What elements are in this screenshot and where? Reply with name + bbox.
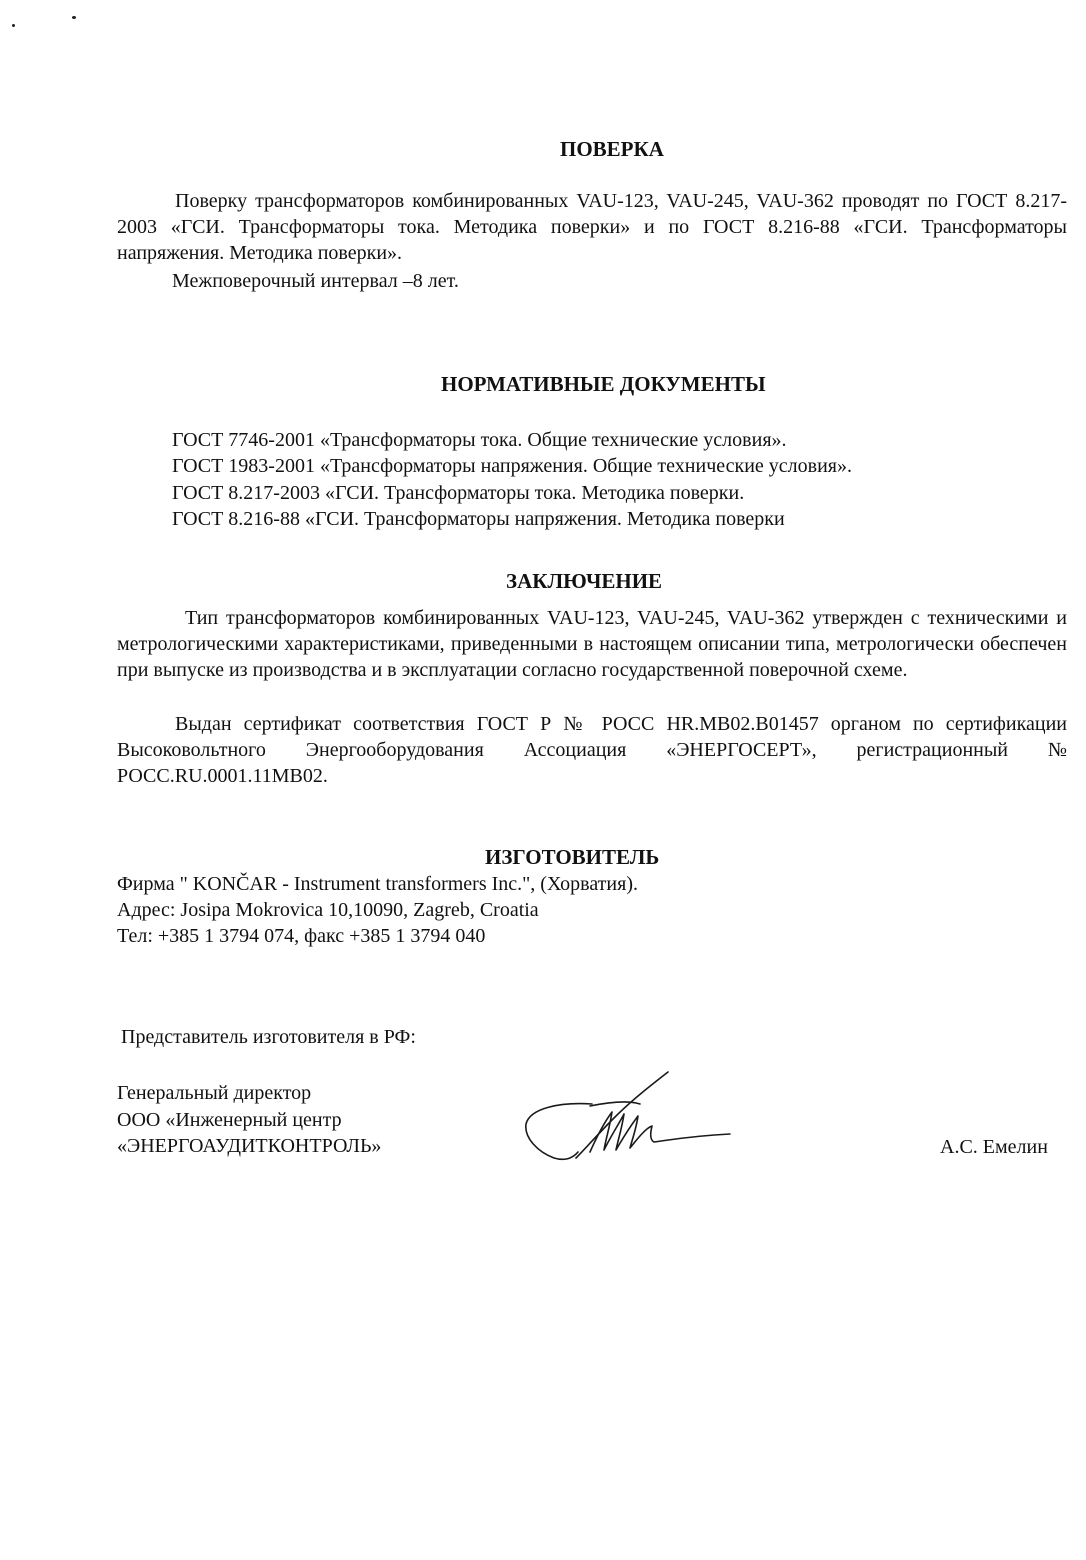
normative-item: ГОСТ 8.217-2003 «ГСИ. Трансформаторы тока. Методика поверки. <box>172 482 745 504</box>
normative-item: ГОСТ 7746-2001 «Трансформаторы тока. Общие технические условия». <box>172 429 787 451</box>
conclusion-paragraph-2: Выдан сертификат соответствия ГОСТ Р № РОСС HR.MB02.B01457 органом по сертификации Высоковольтного Энергооборудования Ассоциация «ЭНЕРГОСЕРТ», регистрационный № РОСС.RU.0001.11MB02. <box>117 713 1067 787</box>
signer-name: А.С. Емелин <box>940 1136 1048 1158</box>
handwritten-signature <box>520 1068 740 1168</box>
scan-speck <box>12 24 15 27</box>
normative-item: ГОСТ 8.216-88 «ГСИ. Трансформаторы напряжения. Методика поверки <box>172 508 785 530</box>
representative-title-line: «ЭНЕРГОАУДИТКОНТРОЛЬ» <box>117 1135 382 1157</box>
normative-heading: НОРМАТИВНЫЕ ДОКУМЕНТЫ <box>441 372 766 396</box>
manufacturer-firm: Фирма " KONČAR - Instrument transformers Inc.", (Хорватия). <box>117 873 638 895</box>
verification-interval: Межповерочный интервал –8 лет. <box>172 270 459 292</box>
representative-title-line: Генеральный директор <box>117 1082 312 1104</box>
normative-item: ГОСТ 1983-2001 «Трансформаторы напряжения. Общие технические условия». <box>172 455 852 477</box>
scan-speck <box>72 16 76 19</box>
manufacturer-address: Адрес: Josipa Mokrovica 10,10090, Zagreb, Croatia <box>117 899 539 921</box>
representative-intro: Представитель изготовителя в РФ: <box>121 1026 416 1048</box>
manufacturer-heading: ИЗГОТОВИТЕЛЬ <box>485 845 660 869</box>
verification-paragraph: Поверку трансформаторов комбинированных VAU-123, VAU-245, VAU-362 проводят по ГОСТ 8.217-2003 «ГСИ. Трансформаторы тока. Методика поверки» и по ГОСТ 8.216-88 «ГСИ. Трансформаторы напряжения. Методика поверки». <box>117 190 1067 264</box>
conclusion-heading: ЗАКЛЮЧЕНИЕ <box>506 569 663 593</box>
conclusion-paragraph-1: Тип трансформаторов комбинированных VAU-123, VAU-245, VAU-362 утвержден с техническими и метрологическими характеристиками, приведенными в настоящем описании типа, метрологически обеспечен при выпуске из производства и в эксплуатации согласно государственной поверочной схеме. <box>117 607 1067 681</box>
representative-title-line: ООО «Инженерный центр <box>117 1109 342 1131</box>
manufacturer-phone: Тел: +385 1 3794 074, факс +385 1 3794 040 <box>117 925 486 947</box>
verification-heading: ПОВЕРКА <box>560 137 664 161</box>
